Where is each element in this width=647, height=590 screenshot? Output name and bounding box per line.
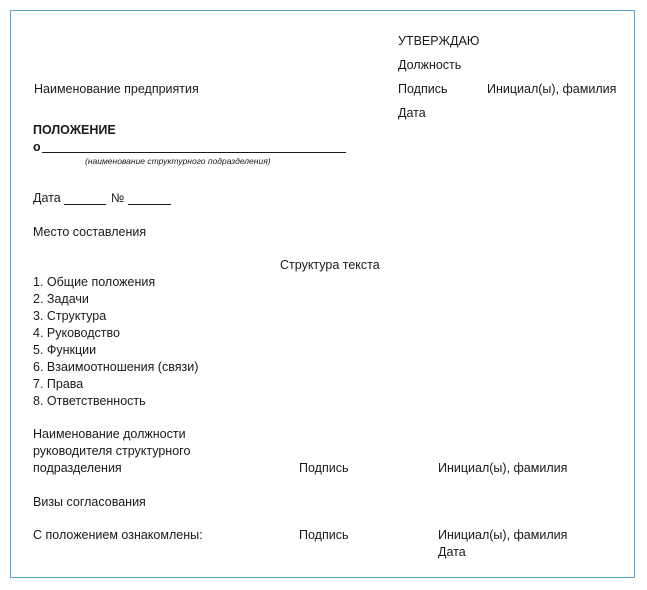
structure-list: [33, 275, 198, 411]
date-label: Дата: [33, 191, 61, 205]
visas-label: Визы согласования: [33, 495, 146, 509]
list-item: 8. Ответственность: [33, 394, 146, 408]
approval-initials: Инициал(ы), фамилия: [487, 82, 617, 96]
number-underline: [128, 193, 171, 205]
list-item: 7. Права: [33, 377, 84, 391]
document-title: ПОЛОЖЕНИЕ: [33, 123, 116, 137]
acquainted-initials: Инициал(ы), фамилия: [438, 528, 568, 542]
number-label: №: [111, 191, 125, 205]
date-underline: [64, 193, 106, 205]
acquainted-date: Дата: [438, 545, 466, 559]
head-position-line2: руководителя структурного: [33, 444, 191, 458]
list-item: 6. Взаимоотношения (связи): [33, 360, 199, 374]
list-item: 5. Функции: [33, 343, 97, 357]
acquainted-signature: Подпись: [299, 528, 349, 542]
approval-date: Дата: [398, 106, 426, 120]
list-item: 2. Задачи: [33, 292, 89, 306]
subdivision-hint: (наименование структурного подразделения): [85, 156, 271, 166]
about-prefix: о: [33, 140, 41, 154]
list-item: 4. Руководство: [33, 326, 120, 340]
approval-position: Должность: [398, 58, 462, 72]
approval-signature: Подпись: [398, 82, 448, 96]
list-item: 1. Общие положения: [33, 275, 156, 289]
structure-heading: Структура текста: [280, 258, 380, 272]
place-label: Место составления: [33, 225, 147, 239]
list-item: 3. Структура: [33, 309, 107, 323]
head-position-line3: подразделения: [33, 461, 122, 475]
approval-title: УТВЕРЖДАЮ: [398, 34, 480, 48]
head-position-line1: Наименование должности: [33, 427, 186, 441]
head-signature: Подпись: [299, 461, 349, 475]
enterprise-name: Наименование предприятия: [34, 82, 199, 96]
subdivision-underline: [42, 141, 346, 153]
head-initials: Инициал(ы), фамилия: [438, 461, 568, 475]
acquainted-label: С положением ознакомлены:: [33, 528, 203, 542]
